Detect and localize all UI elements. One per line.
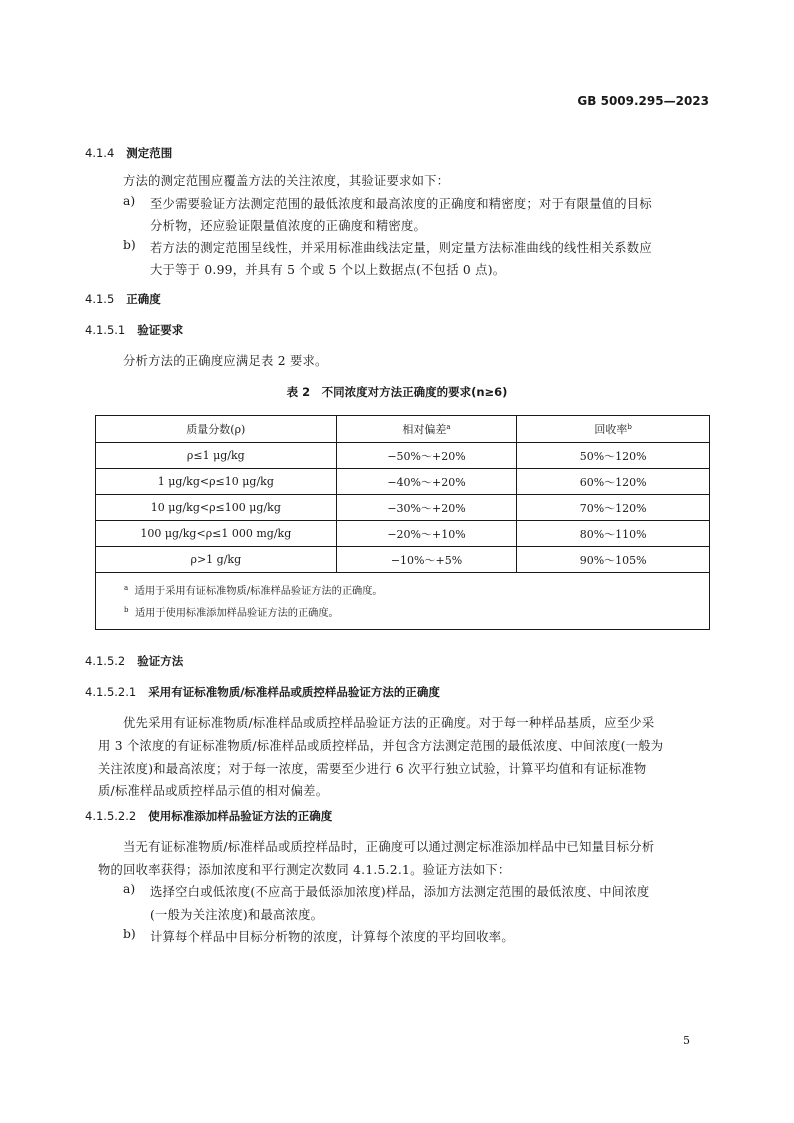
footnote-b: $^b$ 适用于使用标准添加样品验证方法的正确度。 bbox=[124, 606, 339, 619]
list-item-text: 至少需要验证方法测定范围的最低浓度和最高浓度的正确度和精密度；对于有限量值的目标 bbox=[150, 197, 652, 211]
header-mass-fraction: 质量分数(ρ) bbox=[96, 416, 337, 443]
section-title: 验证方法 bbox=[137, 654, 184, 668]
cell-recovery: 60%～120% bbox=[517, 469, 710, 495]
accuracy-requirements-table bbox=[95, 415, 710, 630]
table-header-row bbox=[96, 416, 710, 443]
cell-mass: 10 μg/kg<ρ≤100 μg/kg bbox=[96, 495, 337, 521]
section-title: 验证要求 bbox=[137, 323, 184, 337]
cell-recovery: 90%～105% bbox=[517, 547, 710, 573]
list-label: a) bbox=[123, 194, 136, 208]
standard-number: GB 5009.295—2023 bbox=[577, 94, 709, 108]
section-heading-4-1-5-1 bbox=[85, 322, 183, 338]
section-title: 正确度 bbox=[126, 292, 161, 306]
section-number: 4.1.4 bbox=[85, 146, 115, 160]
table-footnote-row bbox=[96, 573, 710, 630]
list-item-text: (一般为关注浓度)和最高浓度。 bbox=[150, 908, 324, 922]
page-number: 5 bbox=[683, 1034, 690, 1047]
cell-mass: 100 μg/kg<ρ≤1 000 mg/kg bbox=[96, 521, 337, 547]
paragraph-line: 质/标准样品或质控样品示值的相对偏差。 bbox=[98, 784, 329, 798]
cell-bias: −30%～+20% bbox=[336, 495, 517, 521]
footnote-a: $^a$ 适用于采用有证标准物质/标准样品验证方法的正确度。 bbox=[124, 584, 383, 597]
paragraph: 方法的测定范围应覆盖方法的关注浓度，其验证要求如下： bbox=[123, 174, 450, 188]
section-heading-4-1-5-2-2 bbox=[85, 808, 332, 824]
table-caption: 表 2 不同浓度对方法正确度的要求(n≥6) bbox=[286, 385, 508, 399]
table-row bbox=[96, 547, 710, 573]
cell-bias: −40%～+20% bbox=[336, 469, 517, 495]
section-number: 4.1.5 bbox=[85, 292, 115, 306]
paragraph-line: 优先采用有证标准物质/标准样品或质控样品验证方法的正确度。对于每一种样品基质，应至少采 bbox=[123, 716, 655, 730]
cell-recovery: 80%～110% bbox=[517, 521, 710, 547]
section-heading-4-1-4 bbox=[85, 145, 172, 161]
cell-mass: 1 μg/kg<ρ≤10 μg/kg bbox=[96, 469, 337, 495]
list-item-text: 若方法的测定范围呈线性，并采用标准曲线法定量，则定量方法标准曲线的线性相关系数应 bbox=[150, 241, 652, 255]
cell-bias: −10%～+5% bbox=[336, 547, 517, 573]
table-row bbox=[96, 469, 710, 495]
list-label: b) bbox=[123, 927, 136, 941]
paragraph-line: 关注浓度)和最高浓度；对于每一浓度，需要至少进行 6 次平行独立试验，计算平均值和有证标准物 bbox=[98, 762, 647, 776]
section-number: 4.1.5.2.1 bbox=[85, 685, 137, 699]
cell-bias: −20%～+10% bbox=[336, 521, 517, 547]
list-item-text: 分析物，还应验证限量值浓度的正确度和精密度。 bbox=[150, 219, 427, 233]
section-heading-4-1-5-2-1 bbox=[85, 684, 440, 700]
cell-mass: ρ>1 g/kg bbox=[96, 547, 337, 573]
cell-mass: ρ≤1 μg/kg bbox=[96, 443, 337, 469]
header-recovery: 回收率$^b$ bbox=[517, 416, 710, 443]
section-heading-4-1-5 bbox=[85, 291, 161, 307]
table-row bbox=[96, 521, 710, 547]
paragraph-line: 物的回收率获得；添加浓度和平行测定次数同 4.1.5.2.1。验证方法如下： bbox=[98, 863, 511, 877]
table-row bbox=[96, 495, 710, 521]
paragraph-line: 当无有证标准物质/标准样品或质控样品时，正确度可以通过测定标准添加样品中已知量目标分析 bbox=[123, 840, 655, 854]
section-title: 使用标准添加样品验证方法的正确度 bbox=[148, 809, 333, 823]
cell-bias: −50%～+20% bbox=[336, 443, 517, 469]
section-title: 采用有证标准物质/标准样品或质控样品验证方法的正确度 bbox=[148, 685, 440, 699]
list-item-text: 计算每个样品中目标分析物的浓度，计算每个浓度的平均回收率。 bbox=[150, 930, 514, 944]
list-item-text: 选择空白或低浓度(不应高于最低添加浓度)样品，添加方法测定范围的最低浓度、中间浓度 bbox=[150, 885, 650, 899]
section-number: 4.1.5.2 bbox=[85, 654, 126, 668]
list-label: a) bbox=[123, 882, 136, 896]
table-footnotes bbox=[96, 573, 710, 630]
paragraph-line: 用 3 个浓度的有证标准物质/标准样品或质控样品，并包含方法测定范围的最低浓度、中间浓度(一般为 bbox=[98, 739, 664, 753]
list-label: b) bbox=[123, 238, 136, 252]
section-heading-4-1-5-2 bbox=[85, 653, 183, 669]
cell-recovery: 50%～120% bbox=[517, 443, 710, 469]
table-row bbox=[96, 443, 710, 469]
header-relative-bias: 相对偏差$^a$ bbox=[336, 416, 517, 443]
paragraph: 分析方法的正确度应满足表 2 要求。 bbox=[123, 354, 328, 368]
section-number: 4.1.5.2.2 bbox=[85, 809, 137, 823]
cell-recovery: 70%～120% bbox=[517, 495, 710, 521]
section-number: 4.1.5.1 bbox=[85, 323, 126, 337]
list-item-text: 大于等于 0.99，并具有 5 个或 5 个以上数据点(不包括 0 点)。 bbox=[150, 263, 506, 277]
section-title: 测定范围 bbox=[126, 146, 173, 160]
